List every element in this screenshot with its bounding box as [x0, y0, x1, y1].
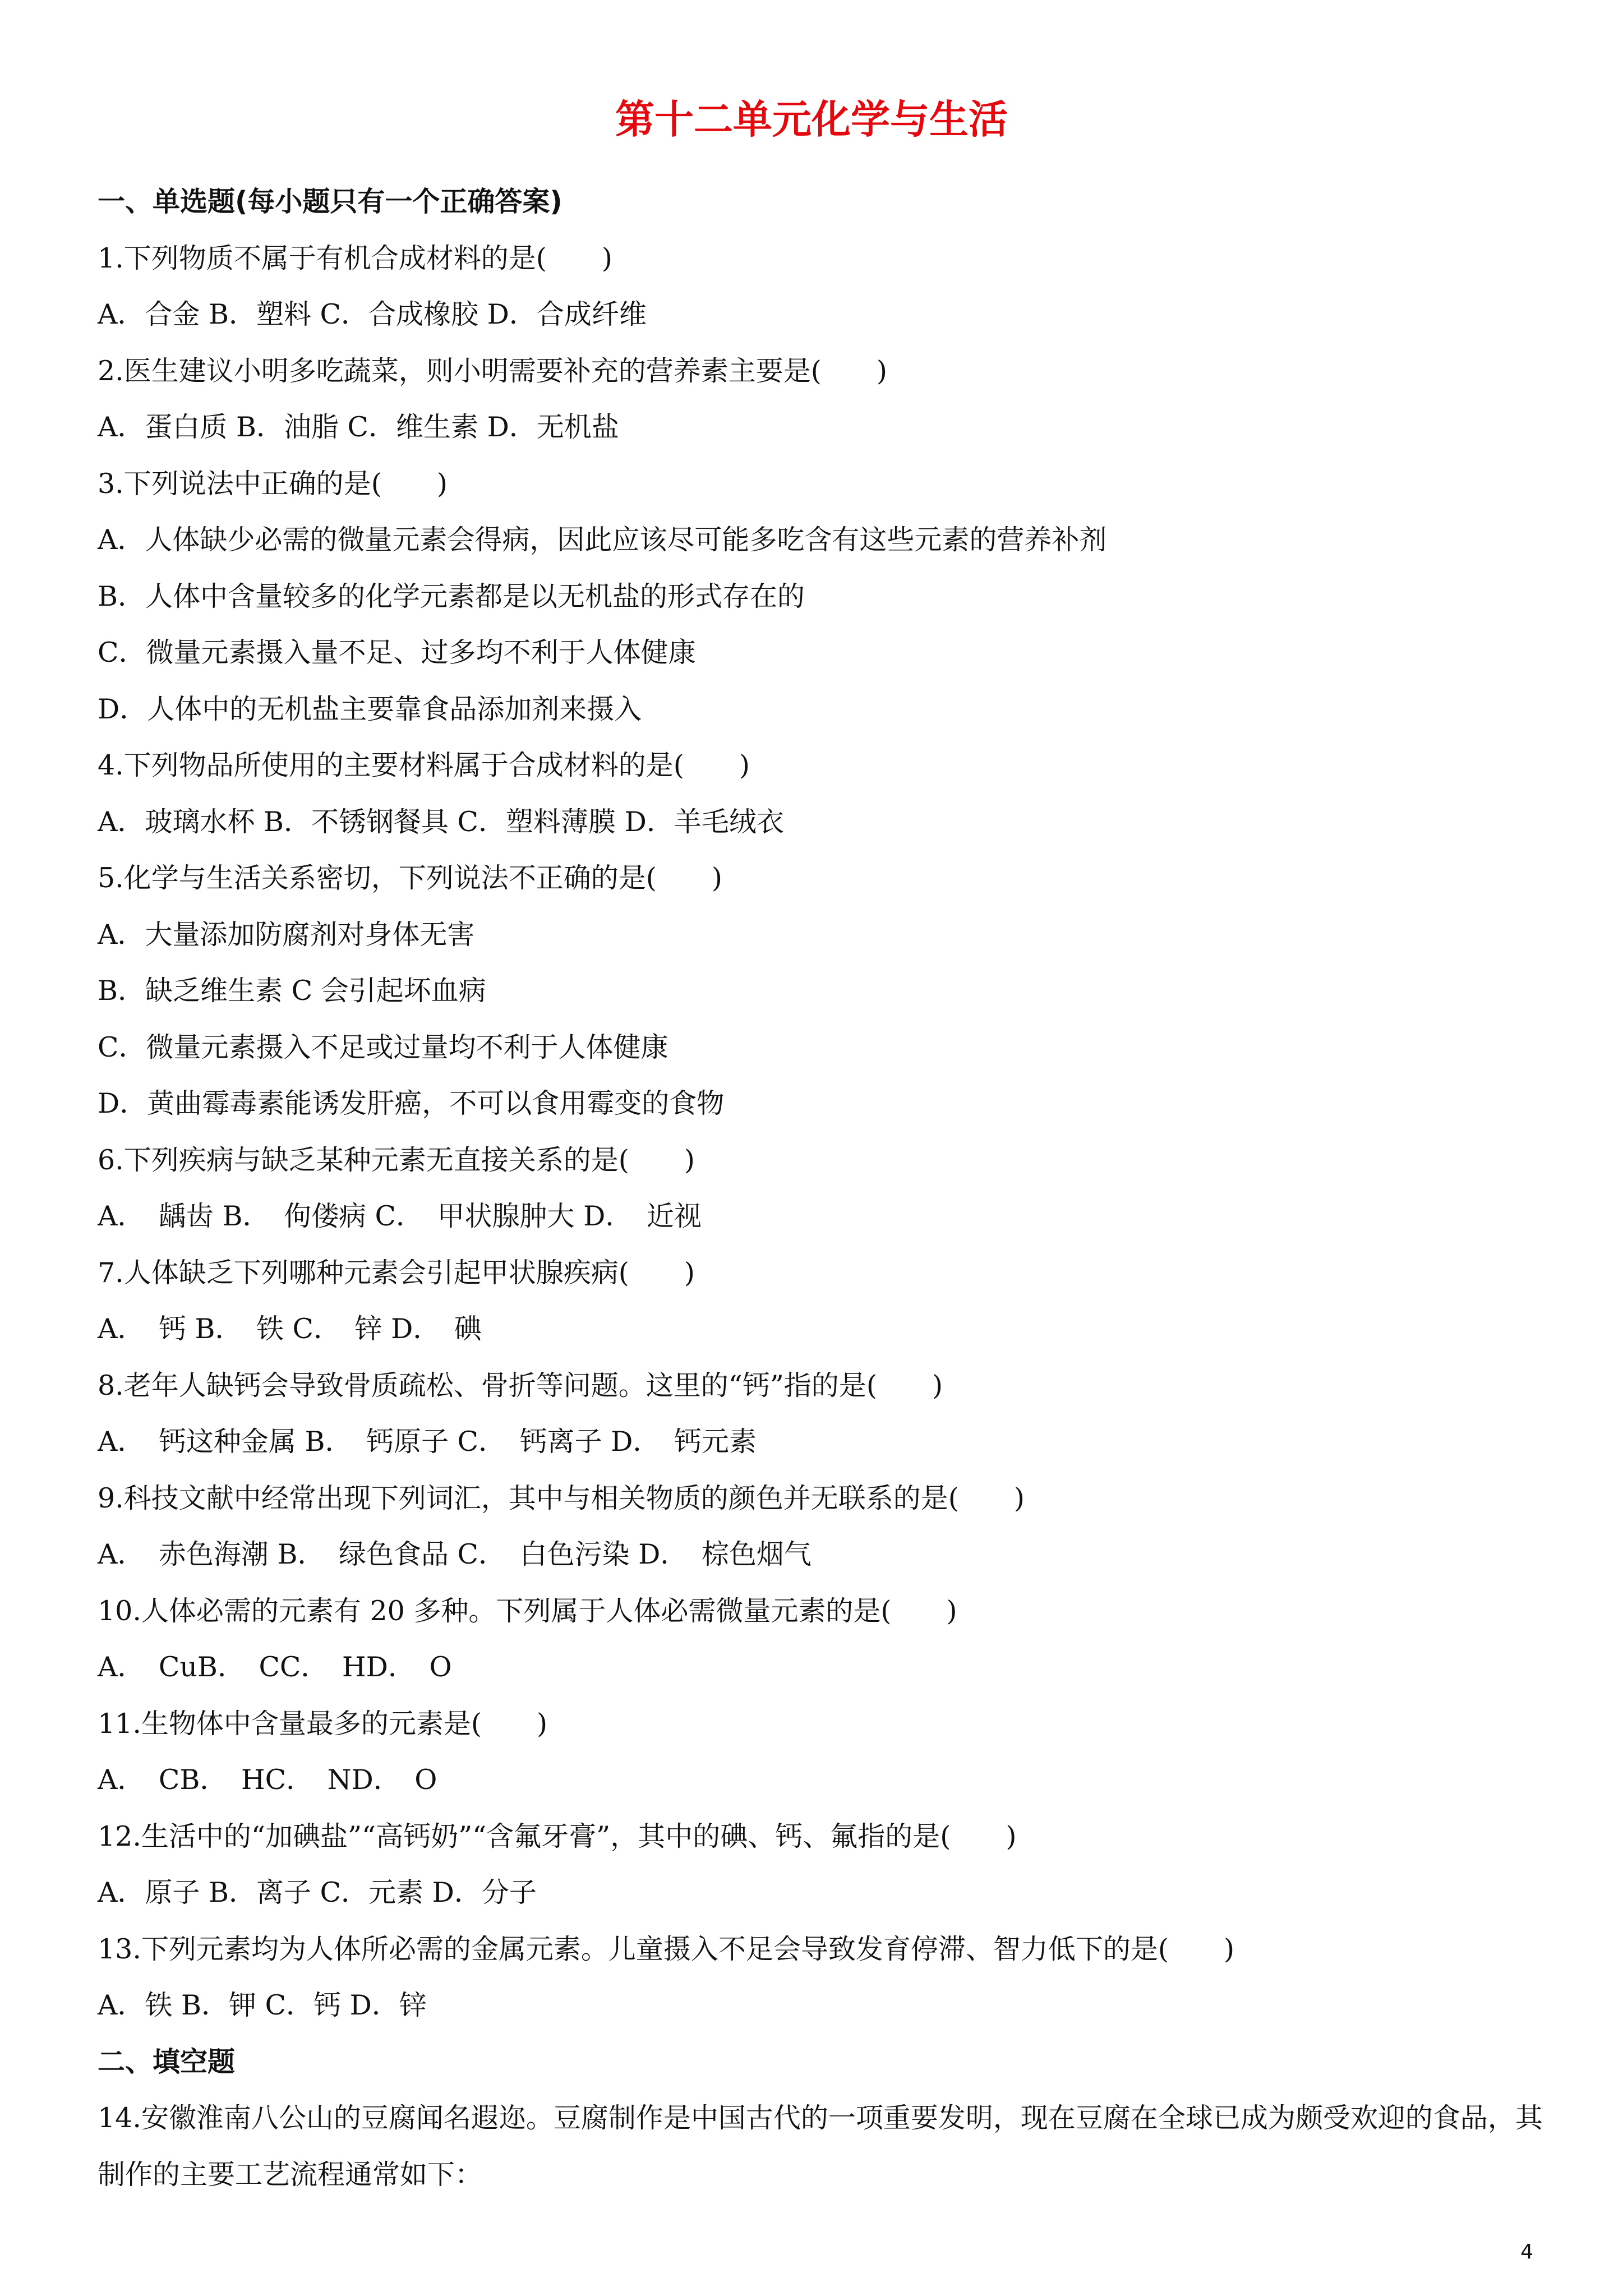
document-line: A． 龋齿 B． 佝偻病 C． 甲状腺肿大 D． 近视 — [98, 1200, 702, 1232]
document-line: 2.医生建议小明多吃蔬菜，则小明需要补充的营养素主要是( ) — [98, 354, 887, 387]
section-heading: 二、填空题 — [98, 2045, 236, 2078]
document-line: 11.生物体中含量最多的元素是( ) — [98, 1707, 548, 1740]
document-line: A． 钙这种金属 B． 钙原子 C． 钙离子 D． 钙元素 — [98, 1426, 757, 1458]
document-title: 第十二单元化学与生活 — [615, 96, 1008, 142]
document-line: A．合金 B．塑料 C．合成橡胶 D．合成纤维 — [98, 298, 647, 330]
document-body — [98, 174, 1544, 2203]
document-line: A．蛋白质 B．油脂 C．维生素 D．无机盐 — [98, 411, 619, 443]
document-line: A． 钙 B． 铁 C． 锌 D． 碘 — [98, 1313, 482, 1345]
document-line: C．微量元素摄入不足或过量均不利于人体健康 — [98, 1031, 668, 1063]
document-line: 5.化学与生活关系密切，下列说法不正确的是( ) — [98, 862, 722, 894]
document-line: A． CuB． CC． HD． O — [98, 1651, 452, 1683]
document-line: 13.下列元素均为人体所必需的金属元素。儿童摄入不足会导致发育停滞、智力低下的是( ) — [98, 1933, 1235, 1965]
document-line: B．缺乏维生素 C 会引起坏血病 — [98, 975, 486, 1007]
document-line: 3.下列说法中正确的是( ) — [98, 467, 448, 500]
document-line: A．大量添加防腐剂对身体无害 — [98, 918, 475, 951]
document-line: A．玻璃水杯 B．不锈钢餐具 C．塑料薄膜 D．羊毛绒衣 — [98, 805, 784, 838]
document-line: 1.下列物质不属于有机合成材料的是( ) — [98, 242, 612, 274]
document-line: B．人体中含量较多的化学元素都是以无机盐的形式存在的 — [98, 580, 805, 612]
document-line: 6.下列疾病与缺乏某种元素无直接关系的是( ) — [98, 1144, 695, 1176]
document-line: 14.安徽淮南八公山的豆腐闻名遐迩。豆腐制作是中国古代的一项重要发明，现在豆腐在全球已成为颇受欢迎的食品，其制作的主要工艺流程通常如下： — [98, 2102, 1543, 2191]
document-line: A．铁 B．钾 C．钙 D．锌 — [98, 1989, 427, 2021]
document-line: 12.生活中的“加碘盐”“高钙奶”“含氟牙膏”，其中的碘、钙、氟指的是( ) — [98, 1820, 1017, 1852]
document-line: A． 赤色海潮 B． 绿色食品 C． 白色污染 D． 棕色烟气 — [98, 1538, 811, 1570]
document-line: 10.人体必需的元素有 20 多种。下列属于人体必需微量元素的是( ) — [98, 1594, 957, 1627]
document-line: C．微量元素摄入量不足、过多均不利于人体健康 — [98, 637, 696, 668]
document-line: A．人体缺少必需的微量元素会得病，因此应该尽可能多吃含有这些元素的营养补剂 — [98, 524, 1107, 556]
document-line: A．原子 B．离子 C．元素 D．分子 — [98, 1877, 537, 1908]
page-number: 4 — [1520, 2240, 1533, 2263]
document-line: A． CB． HC． ND． O — [98, 1764, 437, 1796]
document-line: 9.科技文献中经常出现下列词汇，其中与相关物质的颜色并无联系的是( ) — [98, 1482, 1025, 1514]
document-line: D．黄曲霉毒素能诱发肝癌，不可以食用霉变的食物 — [98, 1087, 725, 1119]
document-line: D．人体中的无机盐主要靠食品添加剂来摄入 — [98, 693, 642, 725]
document-line: 7.人体缺乏下列哪种元素会引起甲状腺疾病( ) — [98, 1256, 695, 1289]
section-heading: 一、单选题(每小题只有一个正确答案) — [98, 186, 562, 218]
document-line: 4.下列物品所使用的主要材料属于合成材料的是( ) — [98, 749, 750, 781]
document-line: 8.老年人缺钙会导致骨质疏松、骨折等问题。这里的“钙”指的是( ) — [98, 1369, 943, 1401]
